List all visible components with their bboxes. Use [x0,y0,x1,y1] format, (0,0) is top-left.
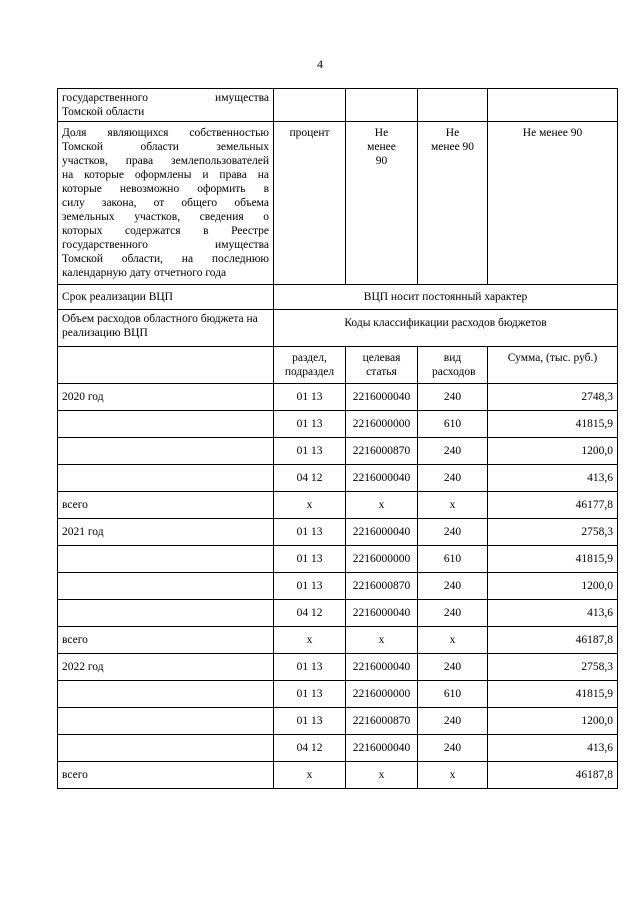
row-section: 01 13 [274,384,346,411]
row-target: 2216000000 [346,681,418,708]
empty-cell [274,89,346,122]
row-label [58,546,274,573]
row-section: 01 13 [274,573,346,600]
indicator-line: Доля являющихся собственностью [62,127,269,139]
row-target: 2216000040 [346,519,418,546]
row-sum: 46187,8 [488,762,618,789]
row-sum: 41815,9 [488,546,618,573]
row-kind: 240 [418,519,488,546]
indicator-value-b: Не менее 90 [418,122,488,285]
row-sum: 1200,0 [488,573,618,600]
row-sum: 413,6 [488,600,618,627]
indicator-line: на которые оформлены и права на [62,169,269,181]
row-label: 2021 год [58,519,274,546]
row-kind: х [418,492,488,519]
indicator-line: участков, права землепользователей [62,155,269,167]
empty-cell [346,89,418,122]
row-section: х [274,492,346,519]
row-target: 2216000040 [346,600,418,627]
budget-label: Объем расходов областного бюджета на реализацию ВЦП [58,310,274,347]
row-label [58,438,274,465]
row-label [58,735,274,762]
indicator-line: которых содержатся в Реестре [62,225,269,237]
row-target: 2216000000 [346,411,418,438]
empty-cell [58,347,274,384]
row-target: 2216000040 [346,654,418,681]
table-row [58,627,618,654]
table-row [58,519,618,546]
table-row [58,546,618,573]
row-target: 2216000870 [346,438,418,465]
row-sum: 46177,8 [488,492,618,519]
row-kind: 240 [418,708,488,735]
row-section: 04 12 [274,465,346,492]
term-row [58,285,618,310]
row-label: всего [58,492,274,519]
indicator-line: которые невозможно оформить в [62,183,269,195]
row-sum: 46187,8 [488,627,618,654]
row-kind: 240 [418,573,488,600]
row-target: 2216000040 [346,384,418,411]
row-label [58,465,274,492]
column-header-row [58,347,618,384]
row-sum: 41815,9 [488,411,618,438]
indicator-line: силу закона, от общего объема [62,197,269,209]
row-section: 01 13 [274,654,346,681]
row-target: 2216000870 [346,573,418,600]
row-sum: 1200,0 [488,708,618,735]
table-row [58,411,618,438]
indicator-row [58,122,618,285]
table-row [58,438,618,465]
empty-cell [418,89,488,122]
table-row [58,762,618,789]
row-label [58,708,274,735]
header-section: раздел, подраздел [274,347,346,384]
table-row [58,654,618,681]
row-sum: 2748,3 [488,384,618,411]
row-target: х [346,762,418,789]
table-row [58,384,618,411]
row-kind: 610 [418,546,488,573]
header-kind: вид расходов [418,347,488,384]
indicator-text-cell [58,122,274,285]
row-section: 01 13 [274,546,346,573]
property-label-cell [58,89,274,122]
row-target: 2216000000 [346,546,418,573]
row-kind: 610 [418,411,488,438]
table-row [58,465,618,492]
budget-row [58,310,618,347]
empty-cell [488,89,618,122]
row-section: х [274,762,346,789]
property-line1-left: государственного [62,92,148,104]
table-row [58,492,618,519]
codes-header: Коды классификации расходов бюджетов [274,310,618,347]
row-kind: 240 [418,735,488,762]
indicator-line: календарную дату отчетного года [62,267,227,279]
row-section: 01 13 [274,681,346,708]
term-value: ВЦП носит постоянный характер [274,285,618,310]
indicator-unit: процент [274,122,346,285]
row-label [58,573,274,600]
indicator-value-c: Не менее 90 [488,122,618,285]
indicator-line: государственного имущества [62,239,269,251]
row-target: х [346,492,418,519]
header-sum: Сумма, (тыс. руб.) [488,347,618,384]
page-number: 4 [317,57,323,71]
row-section: 04 12 [274,600,346,627]
row-label: всего [58,762,274,789]
table-row [58,681,618,708]
indicator-line: Томской области, на последнюю [62,253,269,265]
row-label: 2022 год [58,654,274,681]
row-kind: 240 [418,654,488,681]
property-line1-right: имущества [215,92,269,104]
row-sum: 413,6 [488,465,618,492]
indicator-value-a: Не менее 90 [346,122,418,285]
row-section: 01 13 [274,411,346,438]
row-kind: 240 [418,465,488,492]
row-section: 01 13 [274,708,346,735]
row-label [58,681,274,708]
row-kind: 240 [418,438,488,465]
row-sum: 413,6 [488,735,618,762]
table-row [58,600,618,627]
table-row [58,735,618,762]
row-kind: 240 [418,600,488,627]
row-target: 2216000040 [346,735,418,762]
indicator-line: Томской области земельных [62,141,269,153]
row-kind: 610 [418,681,488,708]
header-target: целевая статья [346,347,418,384]
row-sum: 41815,9 [488,681,618,708]
row-section: 04 12 [274,735,346,762]
row-target: 2216000040 [346,465,418,492]
table-row [58,573,618,600]
row-sum: 1200,0 [488,438,618,465]
table-row [58,708,618,735]
row-label: всего [58,627,274,654]
indicator-line: земельных участков, сведения о [62,211,269,223]
row-section: 01 13 [274,519,346,546]
row-kind: 240 [418,384,488,411]
row-sum: 2758,3 [488,654,618,681]
row-kind: х [418,627,488,654]
property-row [58,89,618,122]
row-target: 2216000870 [346,708,418,735]
row-label [58,411,274,438]
row-section: х [274,627,346,654]
row-label [58,600,274,627]
row-label: 2020 год [58,384,274,411]
term-label: Срок реализации ВЦП [58,285,274,310]
program-table [57,88,618,789]
row-target: х [346,627,418,654]
property-line2: Томской области [62,106,145,118]
row-section: 01 13 [274,438,346,465]
row-kind: х [418,762,488,789]
row-sum: 2758,3 [488,519,618,546]
